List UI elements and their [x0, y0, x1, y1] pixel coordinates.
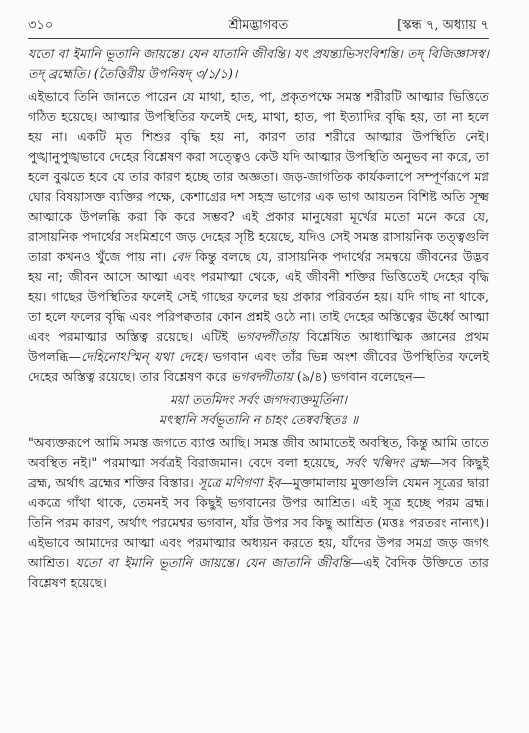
header-rule — [28, 38, 489, 39]
verse-line-2: মৎস্থানি সর্বভূতানি ন চাহং তেষ্ববস্থিতঃ ॥ — [158, 412, 359, 427]
gita-verse — [28, 390, 489, 430]
page-header — [28, 16, 489, 38]
verse-line-1: ময়া ততমিদং সর্বং জগদব্যক্তমূর্তিনা। — [169, 392, 348, 407]
body-paragraph-2: "অব্যক্তরূপে আমি সমস্ত জগতে ব্যাপ্ত আছি। সমস্ত জীব আমাতেই অবস্থিত, কিন্তু আমি তাতে অবস্থিত নই।" পরমাত্মা সর্বত্রই বিরাজমান। বেদে বলা হয়েছে, সর্বং খল্বিদং ব্রহ্ম—সব কিছুই ব্রহ্ম, অর্থাৎ ব্রহ্মের শক্তির বিস্তার। সূত্রে মণিগণা ইব—মুক্তামালায় মুক্তাগুলি যেমন সূত্রের দ্বারা একত্রে গাঁথা থাকে, তেমনই সব কিছুই ভগবানের উপর আশ্রিত। এই সূত্র হচ্ছে পরম ব্রহ্ম। তিনি পরম কারণ, অর্থাৎ পরমেশ্বর ভগবান, যাঁর উপর সব কিছু আশ্রিত (মত্তঃ পরতরং নান্যৎ)। এইভাবে আমাদের আত্মা এবং পরমাত্মার অধ্যয়ন করতে হয়, যাঁদের উপর সমগ্র জড় জগৎ আশ্রিত। যতো বা ইমানি ভূতানি জায়ন্তে। যেন জাতানি জীবন্তি—এই বৈদিক উক্তিতে তার বিশ্লেষণ হয়েছে। — [28, 435, 489, 590]
running-title: শ্রীমদ্ভাগবত — [228, 18, 289, 33]
opening-quote: যতো বা ইমানি ভূতানি জায়ন্তে। যেন যাতানি জীবন্তি। যৎ প্রযন্ত্যভিসংবিশন্তি। তদ্ বিজিজ্ঞাসস্ব। তদ্ ব্রহ্মেতি। (তৈত্তিরীয় উপনিষদ্ ৩/১/১)। — [28, 46, 489, 81]
body-paragraph-1: এইভাবে তিনি জানতে পারেন যে মাথা, হাত, পা, প্রকৃতপক্ষে সমস্ত শরীরটি আত্মার ভিত্তিতে গঠিত হয়েছে। আত্মার উপস্থিতির ফলেই দেহ, মাথা, হাত, পা ইত্যাদির বৃদ্ধি হয়, তা না হলে হয় না। একটি মৃত শিশুর বৃদ্ধি হয় না, কারণ তার শরীরে আত্মার উপস্থিতি নেই। পুঙ্খানুপুঙ্খভাবে দেহের বিশ্লেষণ করা সত্ত্বেও কেউ যদি আত্মার উপস্থিতি অনুভব না করে, তা হলে বুঝতে হবে যে তার কারণ হচ্ছে তার অজ্ঞতা। জড়-জাগতিক কার্যকলাপে সম্পূর্ণরূপে মগ্ন ঘোর বিষয়াসক্ত ব্যক্তির পক্ষে, কেশাগ্রের দশ সহস্র ভাগের এক ভাগ আয়তন বিশিষ্ট অতি সূক্ষ্ম আত্মাকে উপলব্ধি করা কি করে সম্ভব? এই প্রকার মানুষেরা মূর্খের মতো মনে করে যে, রাসায়নিক পদার্থের সংমিশ্রণে জড় দেহের সৃষ্টি হয়েছে, যদিও সেই সমস্ত রাসায়নিক তত্ত্বগুলি তারা কখনও খুঁজে পায় না। বেদ কিন্তু বলছে যে, রাসায়নিক পদার্থের সমন্বয়ে জীবনের উদ্ভব হয় না; জীবন আসে আত্মা এবং পরমাত্মা থেকে, এই জীবনী শক্তির ভিত্তিতেই দেহের বৃদ্ধি হয়। গাছের উপস্থিতির ফলেই সেই গাছের ফলের ছয় প্রকার পরিবর্তন হয়। যদি গাছ না থাকে, তা হলে ফলের বৃদ্ধি এবং পরিপক্বতার কোন প্রশ্নই ওঠে না। তাই দেহের অস্তিত্বের ঊর্ধ্বে আত্মা এবং পরমাত্মার অস্তিত্ব রয়েছে। এটিই ভগবদ্গীতায় বিশ্লেষিত আধ্যাত্মিক জ্ঞানের প্রথম উপলব্ধি—দেহিনোঽস্মিন্ যথা দেহে। ভগবান এবং তাঁর ভিন্ন অংশ জীবের উপস্থিতির ফলেই দেহের অস্তিত্ব রয়েছে। তার বিশ্লেষণ করে ভগবদ্গীতায় (৯/৪) ভগবান বলেছেন— — [28, 89, 489, 384]
page-number: ৩১০ — [28, 18, 54, 33]
section-reference: [স্কন্ধ ৭, অধ্যায় ৭ — [397, 18, 489, 33]
